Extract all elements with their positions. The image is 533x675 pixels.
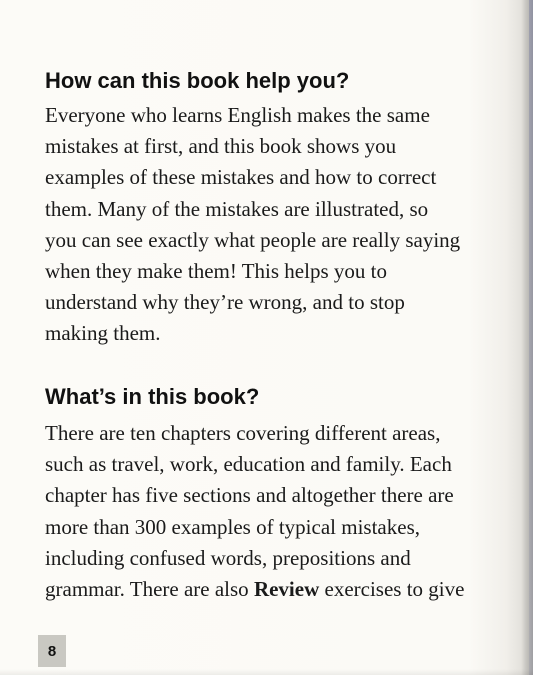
review-bold-term: Review — [253, 577, 320, 602]
paragraph-line: you can see exactly what people are really saying — [45, 227, 461, 252]
paragraph-line: examples of these mistakes and how to correct — [45, 165, 437, 190]
page-edge-tint — [529, 0, 533, 675]
paragraph-line: more than 300 examples of typical mistakes, — [45, 514, 420, 539]
text-segment: grammar. There are also — [45, 577, 254, 602]
section-how-can-this-book-help — [45, 68, 515, 350]
page-edge-shadow — [521, 0, 533, 675]
paragraph-line: including confused words, prepositions and — [45, 545, 411, 570]
text-segment: exercises to give — [319, 577, 465, 602]
paragraph-line: chapter has five sections and altogether there are — [45, 483, 454, 508]
section-heading: How can this book help you? — [45, 68, 350, 93]
section-whats-in-this-book — [45, 384, 515, 605]
page-number-badge — [38, 635, 66, 667]
section-paragraph — [45, 100, 515, 350]
paragraph-line: when they make them! This helps you to — [45, 259, 387, 284]
paragraph-line: There are ten chapters covering different areas, — [45, 421, 441, 445]
section-paragraph — [45, 418, 515, 605]
paragraph-line: mistakes at first, and this book shows you — [45, 134, 397, 159]
section-heading: What’s in this book? — [45, 384, 260, 409]
page-number: 8 — [47, 642, 57, 660]
paragraph-line: understand why they’re wrong, and to stop — [45, 290, 405, 315]
page-bottom-shadow — [0, 669, 533, 675]
paragraph-line-last — [45, 574, 515, 605]
paragraph-line: them. Many of the mistakes are illustrated, so — [45, 196, 429, 221]
paragraph-line: making them. — [45, 321, 161, 346]
paragraph-line: Everyone who learns English makes the same — [45, 103, 430, 127]
paragraph-line: such as travel, work, education and family. Each — [45, 452, 452, 477]
